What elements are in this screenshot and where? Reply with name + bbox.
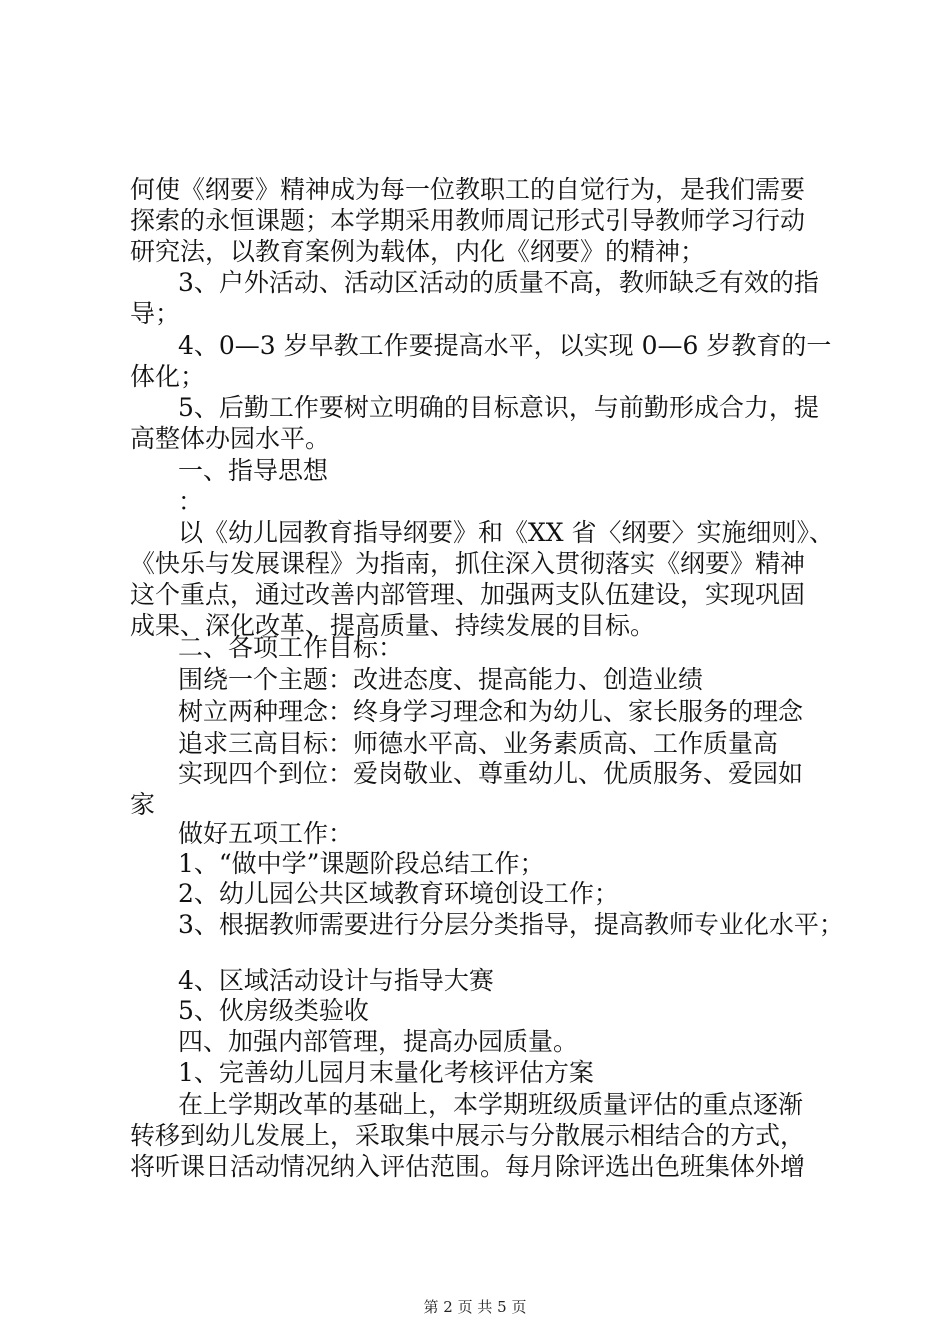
- body-line: 做好五项工作：: [178, 819, 354, 848]
- section-heading: 二、各项工作目标：: [178, 633, 404, 662]
- body-line: 4、0—3 岁早教工作要提高水平，以实现 0—6 岁教育的一: [178, 331, 832, 360]
- body-line: 5、伙房级类验收: [178, 996, 369, 1025]
- body-line: 成果、深化改革、提高质量、持续发展的目标。: [130, 611, 656, 640]
- body-line: 5、后勤工作要树立明确的目标意识，与前勤形成合力，提: [178, 393, 819, 422]
- body-line: 高整体办园水平。: [130, 424, 331, 453]
- body-line: 家: [130, 790, 156, 819]
- section-heading: 一、指导思想: [178, 456, 329, 485]
- body-line: 3、根据教师需要进行分层分类指导，提高教师专业化水平；: [178, 910, 844, 939]
- body-line: 将听课日活动情况纳入评估范围。每月除评选出色班集体外增: [130, 1152, 806, 1181]
- body-line: 研究法，以教育案例为载体，内化《纲要》的精神；: [130, 237, 706, 266]
- body-line: ：: [178, 487, 204, 516]
- body-line: 1、“做中学”课题阶段总结工作；: [178, 849, 545, 878]
- body-line: 树立两种理念：终身学习理念和为幼儿、家长服务的理念: [178, 697, 804, 726]
- body-line: 以《幼儿园教育指导纲要》和《XX 省〈纲要〉实施细则》、: [178, 518, 835, 547]
- body-line: 转移到幼儿发展上，采取集中展示与分散展示相结合的方式，: [130, 1121, 806, 1150]
- body-line: 导；: [130, 299, 181, 328]
- body-line: 1、完善幼儿园月末量化考核评估方案: [178, 1058, 594, 1087]
- page-number-footer: 第 2 页 共 5 页: [423, 1298, 527, 1316]
- body-line: 2、幼儿园公共区域教育环境创设工作；: [178, 879, 619, 908]
- body-line: 实现四个到位：爱岗敬业、尊重幼儿、优质服务、爱园如: [178, 759, 804, 788]
- body-line: 追求三高目标：师德水平高、业务素质高、工作质量高: [178, 729, 779, 758]
- section-heading: 四、加强内部管理，提高办园质量。: [178, 1027, 579, 1056]
- body-line: 探索的永恒课题；本学期采用教师周记形式引导教师学习行动: [130, 206, 806, 235]
- body-line: 围绕一个主题：改进态度、提高能力、创造业绩: [178, 665, 704, 694]
- body-line: 在上学期改革的基础上，本学期班级质量评估的重点逐渐: [178, 1090, 804, 1119]
- body-line: 3、户外活动、活动区活动的质量不高，教师缺乏有效的指: [178, 268, 819, 297]
- body-line: 体化；: [130, 362, 206, 391]
- body-line: 《快乐与发展课程》为指南，抓住深入贯彻落实《纲要》精神: [130, 549, 806, 578]
- body-line: 何使《纲要》精神成为每一位教职工的自觉行为，是我们需要: [130, 175, 806, 204]
- body-line: 这个重点，通过改善内部管理、加强两支队伍建设，实现巩固: [130, 580, 806, 609]
- body-line: 4、区域活动设计与指导大赛: [178, 966, 494, 995]
